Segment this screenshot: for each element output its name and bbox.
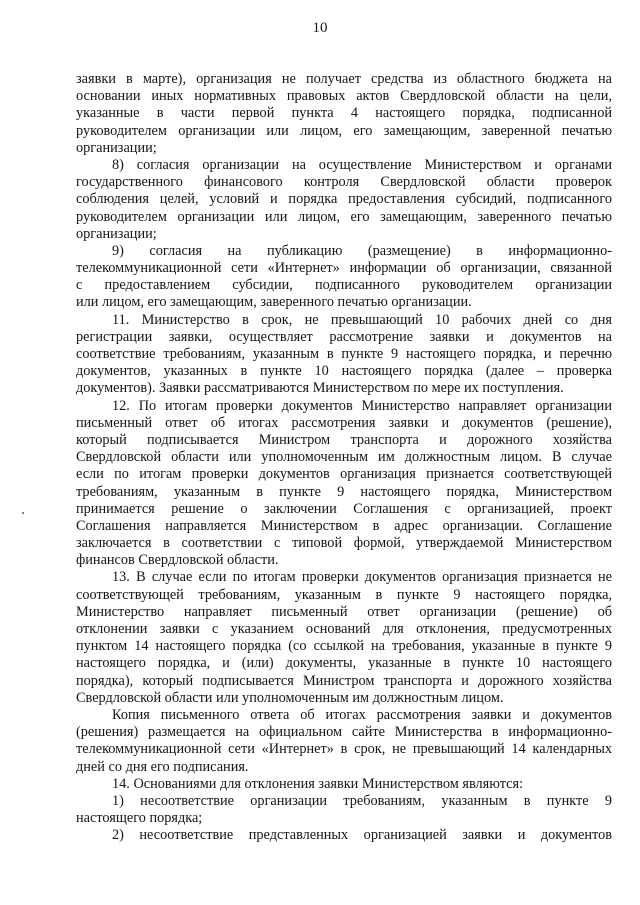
text-line: организации;: [76, 139, 157, 156]
text-line: или лицом, его замещающим, заверенного печатью организации.: [76, 294, 472, 311]
text-line: заключается в соответствии с типовой формой, утверждаемой Министерством: [76, 535, 612, 552]
text-line: 11. Министерство в срок, не превышающий 10 рабочих дней со дня: [112, 311, 612, 328]
text-line: который подписывается Министром транспорта и дорожного хозяйства: [76, 431, 612, 448]
text-line: с предоставлением субсидии, подписанного руководителем организации: [76, 277, 612, 294]
text-line: Министерство направляет письменный ответ организации (решение) об: [76, 603, 612, 620]
document-body: [76, 71, 612, 844]
text-line: соответствие требованиям, указанным в пункте 9 настоящего порядка, и перечню: [76, 346, 612, 362]
text-line: 14. Основаниями для отклонения заявки Министерством являются:: [112, 775, 524, 792]
text-line: 13. В случае если по итогам проверки документов организация признается не: [112, 569, 612, 586]
text-line: дней со дня его подписания.: [76, 758, 249, 775]
text-line: руководителем организации или лицом, его замещающим, заверенной печатью: [76, 122, 612, 139]
text-line: документов). Заявки рассматриваются Министерством по мере их поступления.: [76, 380, 564, 397]
text-line: соблюдения целей, условий и порядка предоставления субсидий, подписанного: [76, 191, 612, 208]
text-line: 12. По итогам проверки документов Министерство направляет организации: [112, 397, 612, 414]
text-line: государственного финансового контроля Свердловской области проверок: [76, 174, 612, 191]
text-line: порядка), который подписывается Министром транспорта и дорожного хозяйства: [76, 672, 612, 689]
text-line: если по итогам проверки документов организация признается соответствующей: [76, 466, 612, 483]
text-line: телекоммуникационной сети «Интернет» в срок, не превышающий 14 календарных: [76, 741, 612, 758]
text-line: соответствующей требованиям, указанным в пункте 9 настоящего порядка,: [76, 586, 612, 603]
text-line: 1) несоответствие организации требованиям, указанным в пункте 9: [112, 792, 612, 809]
text-line: требованиям, указанным в пункте 9 настоящего порядка, Министерством: [76, 483, 612, 500]
text-line: принимается решение о заключении Соглашения с организацией, проект: [76, 500, 612, 517]
text-line: пунктом 14 настоящего порядка (со ссылкой на требования, указанные в пункте 9: [76, 638, 612, 655]
text-line: Соглашения направляется Министерством в адрес организации. Соглашение: [76, 517, 612, 534]
text-line: 2) несоответствие представленных организацией заявки и документов: [112, 827, 612, 844]
text-line: финансов Свердловской области.: [76, 552, 279, 569]
text-line: Копия письменного ответа об итогах рассмотрения заявки и документов: [112, 706, 612, 723]
text-line: Свердловской области или уполномоченным им должностным лицом. В случае: [76, 449, 612, 466]
text-line: Свердловской области или уполномоченным им должностным лицом.: [76, 689, 504, 706]
text-line: письменный ответ об итогах рассмотрения заявки и документов (решение),: [76, 414, 612, 431]
text-line: заявки в марте), организация не получает средства из областного бюджета на: [76, 71, 612, 87]
text-line: (решения) размещается на официальном сайте Министерства в информационно-: [76, 724, 612, 741]
text-line: 9) согласия на публикацию (размещение) в информационно-: [112, 242, 612, 259]
text-line: документов, указанных в пункте 10 настоящего порядка (далее – проверка: [76, 363, 612, 380]
text-line: настоящего порядка, и (или) документы, указанные в пункте 10 настоящего: [76, 655, 612, 672]
text-line: основании иных нормативных правовых актов Свердловской области на цели,: [76, 88, 612, 105]
text-line: 8) согласия организации на осуществление Министерством и органами: [112, 156, 612, 173]
text-line: регистрации заявки, осуществляет рассмотрение заявки и документов на: [76, 328, 612, 345]
text-line: отклонении заявки с указанием оснований для отклонения, предусмотренных: [76, 621, 612, 637]
margin-speck: [22, 512, 24, 514]
text-line: указанные в части первой пункта 4 настоящего порядка, подписанной: [76, 105, 612, 122]
page-number: 10: [312, 20, 328, 36]
text-line: руководителем организации или лицом, его замещающим, заверенного печатью: [76, 208, 612, 225]
text-line: организации;: [76, 225, 157, 242]
text-line: настоящего порядка;: [76, 810, 203, 827]
text-line: телекоммуникационной сети «Интернет» информации об организации, связанной: [76, 260, 612, 277]
